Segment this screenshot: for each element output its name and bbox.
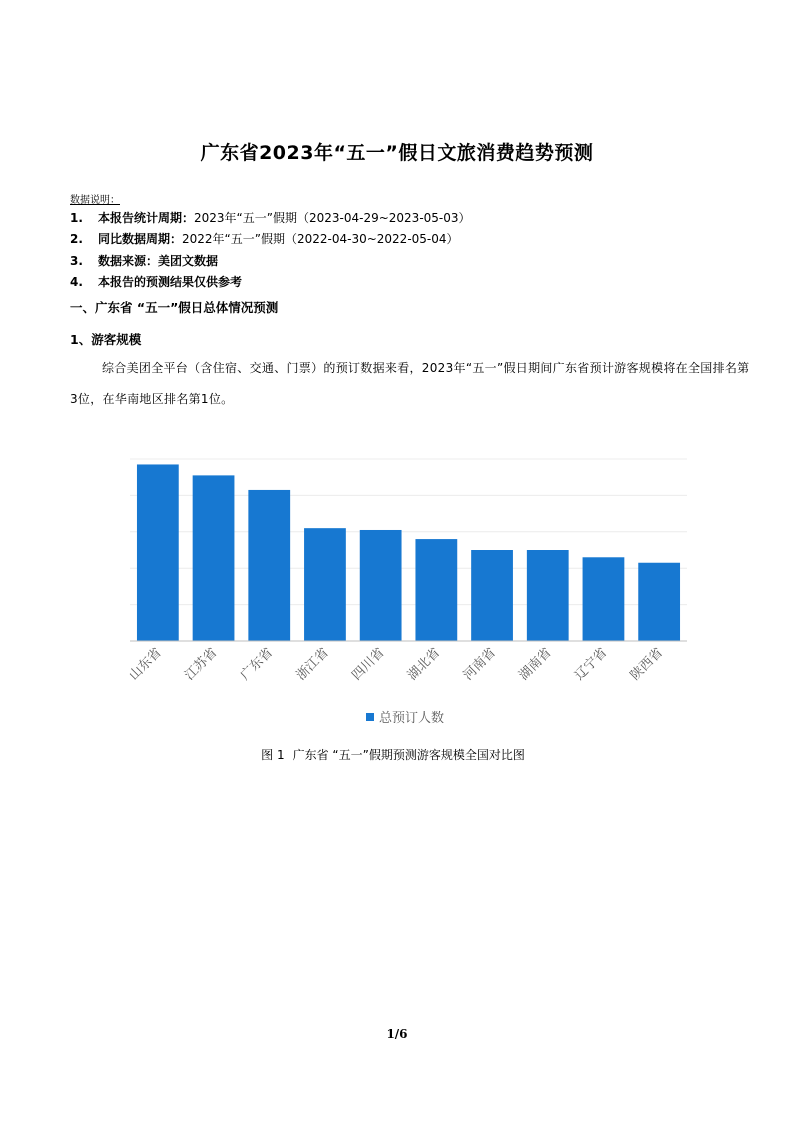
note-item-2	[70, 231, 459, 247]
x-tick-label: 广东省	[237, 645, 277, 684]
bar-5	[360, 530, 402, 641]
bar-chart	[120, 445, 700, 735]
note-item-4	[70, 274, 242, 290]
document-title: 广东省2023年“五一”假日文旅消费趋势预测	[200, 142, 594, 164]
bar-9	[583, 557, 625, 641]
body-paragraph: 综合美团全平台（含住宿、交通、门票）的预订数据来看，2023年“五一”假日期间广东省预计游客规模将在全国排名第3位，在华南地区排名第1位。	[70, 361, 750, 406]
note-number: 2.	[70, 232, 83, 246]
note-item-3	[70, 253, 218, 269]
note-number: 3.	[70, 254, 83, 268]
section-heading: 一、广东省 “五一”假日总体情况预测	[70, 300, 279, 315]
note-number: 1.	[70, 211, 83, 225]
note-key: 本报告统计周期：	[98, 211, 195, 225]
bar-1	[137, 464, 179, 641]
bar-7	[471, 550, 513, 641]
x-tick-label: 辽宁省	[572, 645, 611, 684]
x-tick-label: 陕西省	[627, 645, 666, 684]
note-key: 同比数据周期：	[98, 232, 183, 246]
bar-8	[527, 550, 569, 641]
legend-swatch	[366, 713, 374, 721]
note-key: 数据来源：美团文数据	[98, 254, 219, 268]
figure-caption-text: 广东省 “五一”假期预测游客规模全国对比图	[292, 748, 525, 762]
chart-legend	[366, 710, 444, 726]
x-tick-label: 山东省	[126, 645, 165, 684]
bar-6	[415, 539, 457, 641]
subsection-heading: 1、游客规模	[70, 332, 142, 347]
note-value: 2022年“五一”假期（2022-04-30~2022-05-04）	[182, 232, 459, 246]
legend-label: 总预订人数	[379, 711, 445, 726]
x-axis-tick-labels	[126, 645, 666, 684]
x-tick-label: 浙江省	[293, 645, 332, 684]
bar-4	[304, 528, 346, 641]
chart-bars	[137, 464, 680, 641]
data-note-label: 数据说明：	[70, 195, 120, 206]
bar-2	[193, 475, 235, 641]
figure-caption-number: 图 1	[261, 748, 285, 762]
note-key: 本报告的预测结果仅供参考	[98, 275, 243, 289]
x-tick-label: 湖北省	[404, 645, 444, 684]
x-tick-label: 江苏省	[182, 645, 221, 684]
note-number: 4.	[70, 275, 83, 289]
figure-caption	[0, 746, 794, 763]
page-number: 1/6	[386, 1027, 408, 1041]
bar-3	[248, 490, 290, 641]
bar-10	[638, 563, 680, 641]
note-value: 2023年“五一”假期（2023-04-29~2023-05-03）	[194, 211, 471, 225]
x-tick-label: 四川省	[349, 645, 388, 684]
x-tick-label: 河南省	[460, 645, 499, 684]
note-item-1	[70, 210, 471, 226]
x-tick-label: 湖南省	[516, 645, 555, 684]
